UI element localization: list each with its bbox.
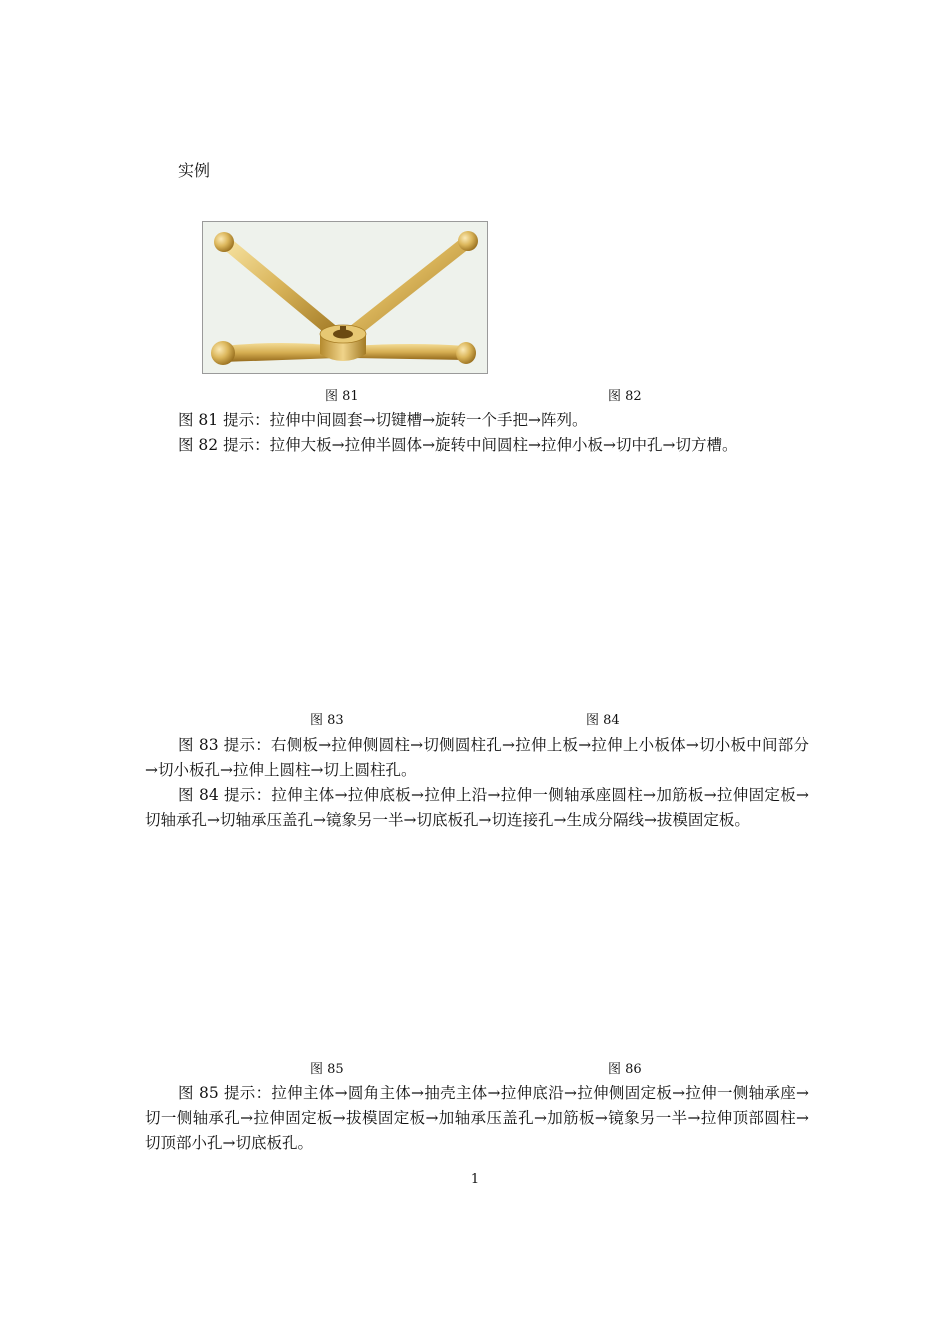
figure-81-image: [202, 221, 488, 374]
figure-82-caption: 图 82: [608, 389, 642, 404]
hint-figure-85: 图 85 提示：拉伸主体→圆角主体→抽壳主体→拉伸底沿→拉伸侧固定板→拉伸一侧轴承座→切一侧轴承孔→拉伸固定板→拔模固定板→加轴承压盖孔→加筋板→镜象另一半→拉伸顶部圆柱→切顶部小孔→切底板孔。: [145, 1084, 809, 1152]
figure-84-caption: 图 84: [586, 713, 620, 728]
upper-right-knob: [458, 231, 478, 251]
upper-right-arm: [343, 242, 467, 340]
figure-85-caption: 图 85: [310, 1062, 344, 1077]
page-number: 1: [470, 1172, 480, 1187]
lower-right-knob: [456, 342, 476, 364]
upper-left-arm: [225, 242, 343, 340]
upper-left-knob: [214, 232, 234, 252]
hub-keyway: [340, 326, 346, 330]
hint-figure-84: 图 84 提示：拉伸主体→拉伸底板→拉伸上沿→拉伸一侧轴承座圆柱→加筋板→拉伸固定板→切轴承孔→切轴承压盖孔→镜象另一半→切底板孔→切连接孔→生成分隔线→拔模固定板。: [145, 786, 809, 829]
figure-83-caption: 图 83: [310, 713, 344, 728]
hub-bore: [333, 330, 353, 339]
lower-left-knob: [211, 341, 235, 365]
figure-81-caption: 图 81: [325, 389, 359, 404]
lower-right-arm: [353, 344, 465, 360]
section-heading: 实例: [178, 161, 211, 180]
handwheel-illustration: [203, 222, 488, 374]
hint-figure-82: 图 82 提示：拉伸大板→拉伸半圆体→旋转中间圆柱→拉伸小板→切中孔→切方槽。: [178, 436, 738, 454]
hint-figure-81: 图 81 提示：拉伸中间圆套→切键槽→旋转一个手把→阵列。: [178, 411, 588, 429]
lower-left-arm: [223, 343, 337, 362]
hint-figure-83: 图 83 提示：右侧板→拉伸侧圆柱→切侧圆柱孔→拉伸上板→拉伸上小板体→切小板中间部分→切小板孔→拉伸上圆柱→切上圆柱孔。: [145, 736, 809, 779]
figure-86-caption: 图 86: [608, 1062, 642, 1077]
